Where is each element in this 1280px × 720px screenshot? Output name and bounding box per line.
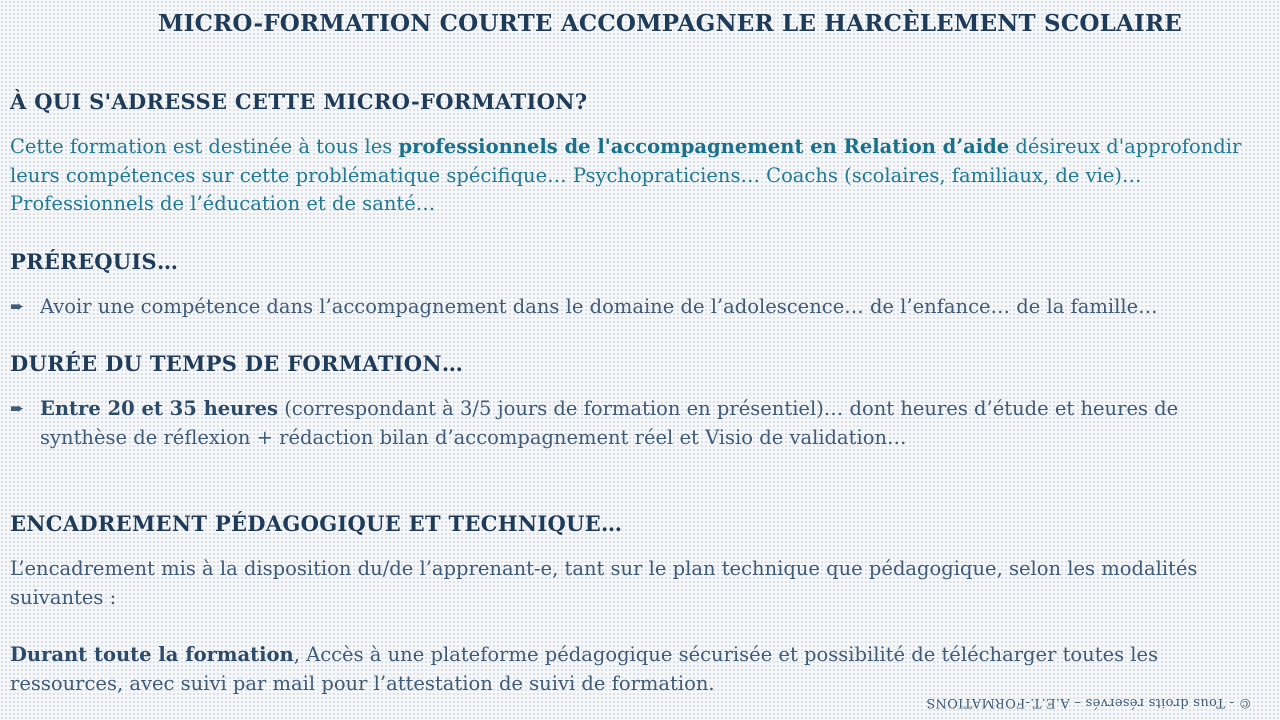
audience-text-start: Cette formation est destinée à tous les bbox=[10, 135, 399, 158]
arrow-right-icon: ➨ bbox=[10, 399, 25, 419]
duration-item bbox=[10, 395, 1240, 452]
supervision-detail-text: , Accès à une plateforme pédagogique sécurisée et possibilité de télécharger toutes les ressources, avec suivi par mail pour l’attestation de suivi de formation. bbox=[10, 643, 1159, 695]
supervision-detail bbox=[10, 641, 1265, 698]
audience-heading: À QUI S'ADRESSE CETTE MICRO-FORMATION? bbox=[10, 89, 588, 114]
duration-item-bold: Entre 20 et 35 heures bbox=[40, 397, 278, 420]
supervision-intro: L’encadrement mis à la disposition du/de l’apprenant-e, tant sur le plan technique que pédagogique, selon les modalités suivantes : bbox=[10, 557, 1198, 609]
page-title: MICRO-FORMATION COURTE ACCOMPAGNER LE HARCÈLEMENT SCOLAIRE bbox=[157, 10, 1183, 37]
arrow-right-icon: ➨ bbox=[10, 297, 25, 317]
supervision-heading: ENCADREMENT PÉDAGOGIQUE ET TECHNIQUE… bbox=[10, 511, 623, 536]
audience-text-highlight: professionnels de l'accompagnement en Relation d’aide bbox=[398, 135, 1010, 158]
duration-heading: DURÉE DU TEMPS DE FORMATION… bbox=[10, 351, 464, 376]
copyright-footer: © - Tous droits réservés – A.E.T.-FORMATIONS bbox=[926, 695, 1252, 710]
prerequisites-heading: PRÉREQUIS… bbox=[10, 249, 179, 274]
audience-text-end: désireux d'approfondir leurs compétences sur cette problématique spécifique… Psychopraticiens… Coachs (scolaires, familiaux, de vie)… Professionnels de l’éducation et de santé… bbox=[10, 135, 1242, 215]
audience-text bbox=[10, 133, 1265, 219]
supervision-detail-bold: Durant toute la formation bbox=[10, 643, 294, 666]
duration-item-text: (correspondant à 3/5 jours de formation en présentiel)… dont heures d’étude et heures de synthèse de réflexion + rédaction bilan d’accompagnement réel et Visio de validation… bbox=[40, 397, 1179, 449]
prerequisites-item-text: Avoir une compétence dans l’accompagnement dans le domaine de l’adolescence… de l’enfance… de la famille… bbox=[40, 295, 1158, 318]
prerequisites-item bbox=[10, 293, 1240, 322]
